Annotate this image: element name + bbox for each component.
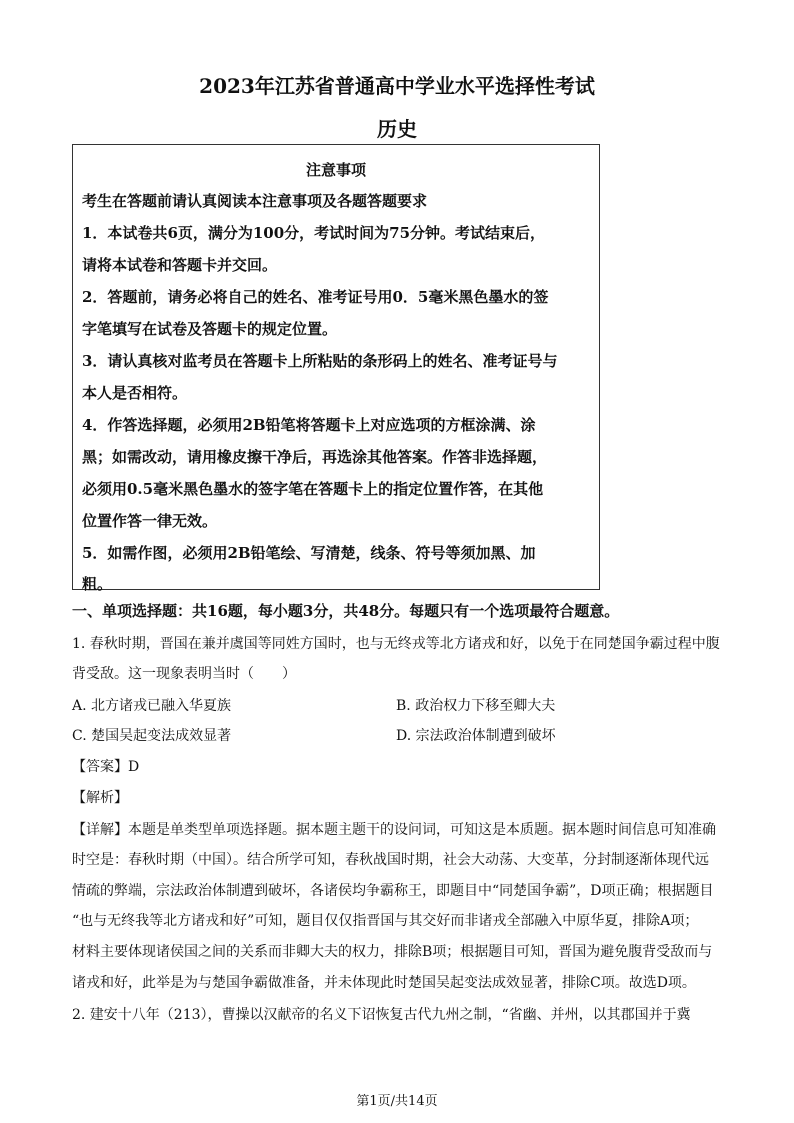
detail-line: “也与无终我等北方诸戎和好”可知，题目仅仅指晋国与其交好而非诸戎全部融入中原华夏，排除A项；: [72, 913, 699, 929]
answer-label: 【答案】D: [72, 759, 140, 775]
detail-line: 【详解】本题是单类型单项选择题。据本题主题干的设问词，可知这是本质题。据本题时间信息可知准确: [72, 822, 716, 838]
notice-line: 黑；如需改动，请用橡皮擦干净后，再选涂其他答案。作答非选择题，: [82, 448, 548, 466]
notice-line: 粗。: [82, 575, 113, 593]
detail-line: 情疏的弊端，宗法政治体制遭到破坏，各诸侯均争霸称王，即题目中“同楚国争霸”，D项正确；根据题目: [72, 883, 714, 899]
notice-line: 2．答题前，请务必将自己的姓名、准考证号用0．5毫米黑色墨水的签: [82, 288, 549, 306]
option-c: C. 楚国吴起变法成效显著: [72, 728, 232, 744]
detail-line: 材料主要体现诸侯国之间的关系而非卿大夫的权力，排除B项；根据题目可知，晋国为避免腹背受敌而与: [72, 944, 713, 960]
question-stem: 1. 春秋时期，晋国在兼并虞国等同姓方国时，也与无终戎等北方诸戎和好，以免于在同楚国争霸过程中腹: [72, 636, 720, 652]
notice-line: 本人是否相符。: [82, 384, 188, 402]
notice-heading: 注意事项: [305, 161, 366, 179]
section-heading: 一、单项选择题：共16题，每小题3分，共48分。每题只有一个选项最符合题意。: [72, 602, 620, 620]
notice-line: 3．请认真核对监考员在答题卡上所粘贴的条形码上的姓名、准考证号与: [82, 352, 558, 370]
question-stem: 2. 建安十八年（213），曹操以汉献帝的名义下诏恢复古代九州之制，“省幽、并州，以其郡国并于冀: [72, 1007, 691, 1023]
notice-line: 5．如需作图，必须用2B铅笔绘、写清楚，线条、符号等须加黑、加: [82, 544, 536, 562]
exam-title: 2023年江苏省普通高中学业水平选择性考试: [199, 74, 595, 98]
option-d: D. 宗法政治体制遭到破坏: [396, 728, 556, 744]
notice-line: 请将本试卷和答题卡并交回。: [82, 256, 278, 274]
notice-line: 考生在答题前请认真阅读本注意事项及各题答题要求: [82, 192, 428, 210]
option-a: A. 北方诸戎已融入华夏族: [72, 698, 232, 714]
notice-line: 位置作答一律无效。: [82, 512, 218, 530]
exam-subject: 历史: [377, 117, 417, 141]
notice-box: [72, 144, 600, 593]
notice-line: 字笔填写在试卷及答题卡的规定位置。: [82, 320, 338, 338]
analysis-label: 【解析】: [72, 790, 128, 806]
option-b: B. 政治权力下移至卿大夫: [396, 698, 556, 714]
notice-line: 必须用0.5毫米黑色墨水的签字笔在答题卡上的指定位置作答，在其他: [82, 480, 544, 498]
page-footer: 第1页/共14页: [356, 1094, 438, 1109]
detail-line: 诸戎和好，此举是为与楚国争霸做准备，并未体现此时楚国吴起变法成效显著，排除C项。故选D项。: [72, 975, 696, 991]
notice-line: 4．作答选择题，必须用2B铅笔将答题卡上对应选项的方框涂满、涂: [82, 416, 536, 434]
detail-line: 时空是：春秋时期（中国）。结合所学可知，春秋战国时期，社会大动荡、大变革，分封制逐渐体现代远: [72, 852, 709, 868]
question-stem: 背受敌。这一现象表明当时（ ）: [72, 666, 296, 682]
notice-line: 1．本试卷共6页，满分为100分，考试时间为75分钟。考试结束后，: [82, 224, 546, 242]
